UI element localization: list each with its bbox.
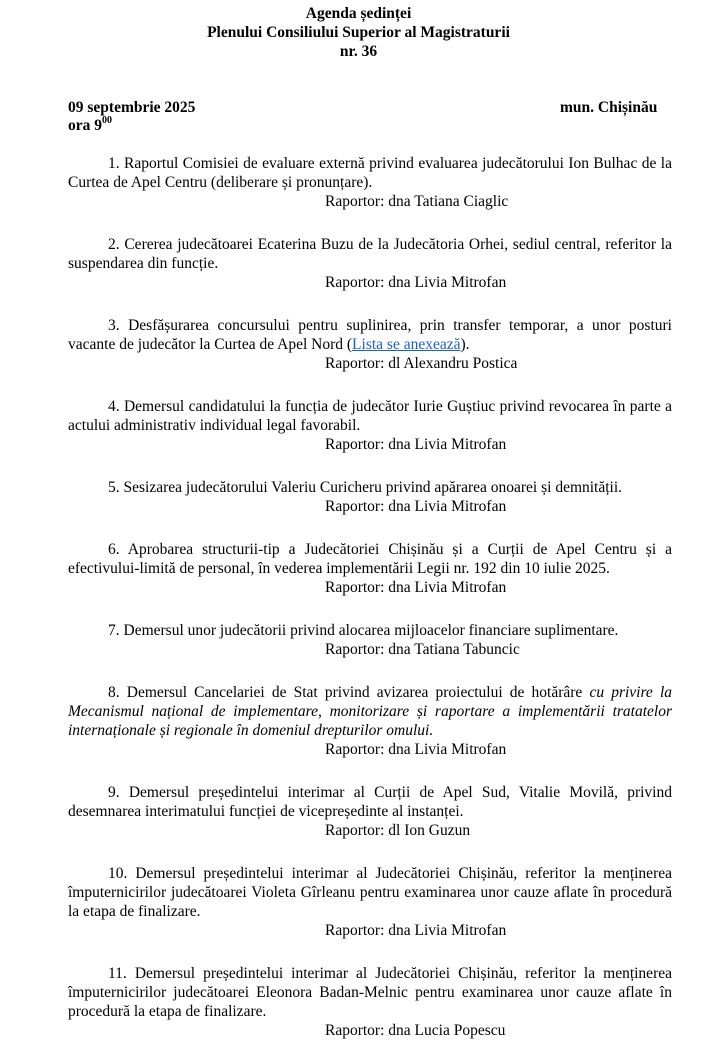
- agenda-item: [68, 316, 672, 373]
- agenda-item-text: [68, 683, 672, 740]
- agenda-item: [68, 397, 672, 454]
- agenda-item-text: [68, 316, 672, 354]
- document-header: [0, 4, 717, 61]
- agenda-item-text: 4. Demersul candidatului la funcția de judecător Iurie Guștiuc privind revocarea în parte a actului administrativ individual legal favorabil.: [68, 398, 672, 434]
- agenda-item: [68, 540, 672, 597]
- agenda-item-text: 6. Aprobarea structurii-tip a Judecătoriei Chișinău și a Curții de Apel Centru și a efectivului-limită de personal, în vederea implementării Legii nr. 192 din 10 iulie 2025.: [68, 541, 672, 577]
- agenda-items: [68, 154, 672, 1064]
- agenda-item-text-start: 3. Desfășurarea concursului pentru suplinirea, prin transfer temporar, a unor posturi vacante de judecător la Curtea de Apel Nord (: [68, 317, 672, 353]
- agenda-item-text: 7. Demersul unor judecătorii privind alocarea mijloacelor financiare suplimentare.: [108, 622, 619, 639]
- agenda-item: [68, 783, 672, 840]
- agenda-item-text: 10. Demersul președintelui interimar al Judecătoriei Chișinău, referitor la menținerea împuternicirilor judecătoarei Violeta Gîrleanu pentru examinarea unor cauze aflate în procedură la etapa de finalizare.: [68, 865, 672, 920]
- agenda-item-text: 11. Demersul președintelui interimar al Judecătoriei Chișinău, referitor la menținerea împuternicirilor judecătoarei Eleonora Badan-Melnic pentru examinarea unor cauze aflate în procedură la etapa de finalizare.: [68, 965, 672, 1020]
- meeting-time-label: ora 9: [68, 117, 103, 134]
- agenda-item: [68, 154, 672, 211]
- agenda-item-text: 9. Demersul președintelui interimar al Curții de Apel Sud, Vitalie Movilă, privind desemnarea interimatului funcției de vicepreședinte al instanței.: [68, 784, 672, 820]
- agenda-item-raportor: Raportor: dna Livia Mitrofan: [325, 498, 507, 515]
- agenda-item: [68, 964, 672, 1040]
- agenda-item: [68, 478, 672, 516]
- agenda-item-raportor: Raportor: dna Lucia Popescu: [325, 1022, 506, 1039]
- agenda-item-raportor: Raportor: dl Ion Guzun: [325, 822, 471, 839]
- agenda-item: [68, 683, 672, 759]
- agenda-item: [68, 235, 672, 292]
- agenda-item: [68, 864, 672, 940]
- agenda-item-raportor: Raportor: dna Tatiana Ciaglic: [325, 193, 509, 210]
- agenda-item-text: 2. Cererea judecătoarei Ecaterina Buzu de la Judecătoria Orhei, sediul central, referitor la suspendarea din funcție.: [68, 236, 672, 272]
- agenda-item-raportor: Raportor: dna Livia Mitrofan: [325, 436, 507, 453]
- agenda-item: [68, 621, 672, 659]
- draft-decision-title: cu privire la Mecanismul național de implementare, monitorizare și raportare a implementării tratatelor internaționale și regionale în domeniul drepturilor omului.: [68, 684, 672, 739]
- council-name: Plenului Consiliului Superior al Magistraturii: [207, 24, 510, 41]
- agenda-item-raportor: Raportor: dna Livia Mitrofan: [325, 922, 507, 939]
- meeting-date: 09 septembrie 2025: [68, 99, 196, 116]
- agenda-item-text-end: ).: [460, 336, 470, 353]
- annex-list-link[interactable]: Lista se anexează: [352, 336, 461, 353]
- agenda-item-text-start: 8. Demersul Cancelariei de Stat privind avizarea proiectului de hotărâre: [108, 684, 590, 701]
- agenda-title: Agenda ședinței: [305, 5, 412, 22]
- meeting-city: mun. Chișinău: [560, 99, 658, 116]
- agenda-item-raportor: Raportor: dna Livia Mitrofan: [325, 274, 507, 291]
- agenda-item-text: 5. Sesizarea judecătorului Valeriu Curicheru privind apărarea onoarei și demnității.: [108, 479, 623, 496]
- agenda-item-raportor: Raportor: dna Tatiana Tabuncic: [325, 641, 520, 658]
- agenda-number: nr. 36: [339, 43, 378, 60]
- agenda-item-raportor: Raportor: dna Livia Mitrofan: [325, 741, 507, 758]
- meeting-time-minutes: 00: [102, 115, 113, 126]
- meeting-time: [68, 116, 112, 135]
- agenda-item-raportor: Raportor: dl Alexandru Postica: [325, 355, 518, 372]
- agenda-item-raportor: Raportor: dna Livia Mitrofan: [325, 579, 507, 596]
- agenda-item-text: 1. Raportul Comisiei de evaluare externă privind evaluarea judecătorului Ion Bulhac de la Curtea de Apel Centru (deliberare și pronunțare).: [68, 155, 672, 191]
